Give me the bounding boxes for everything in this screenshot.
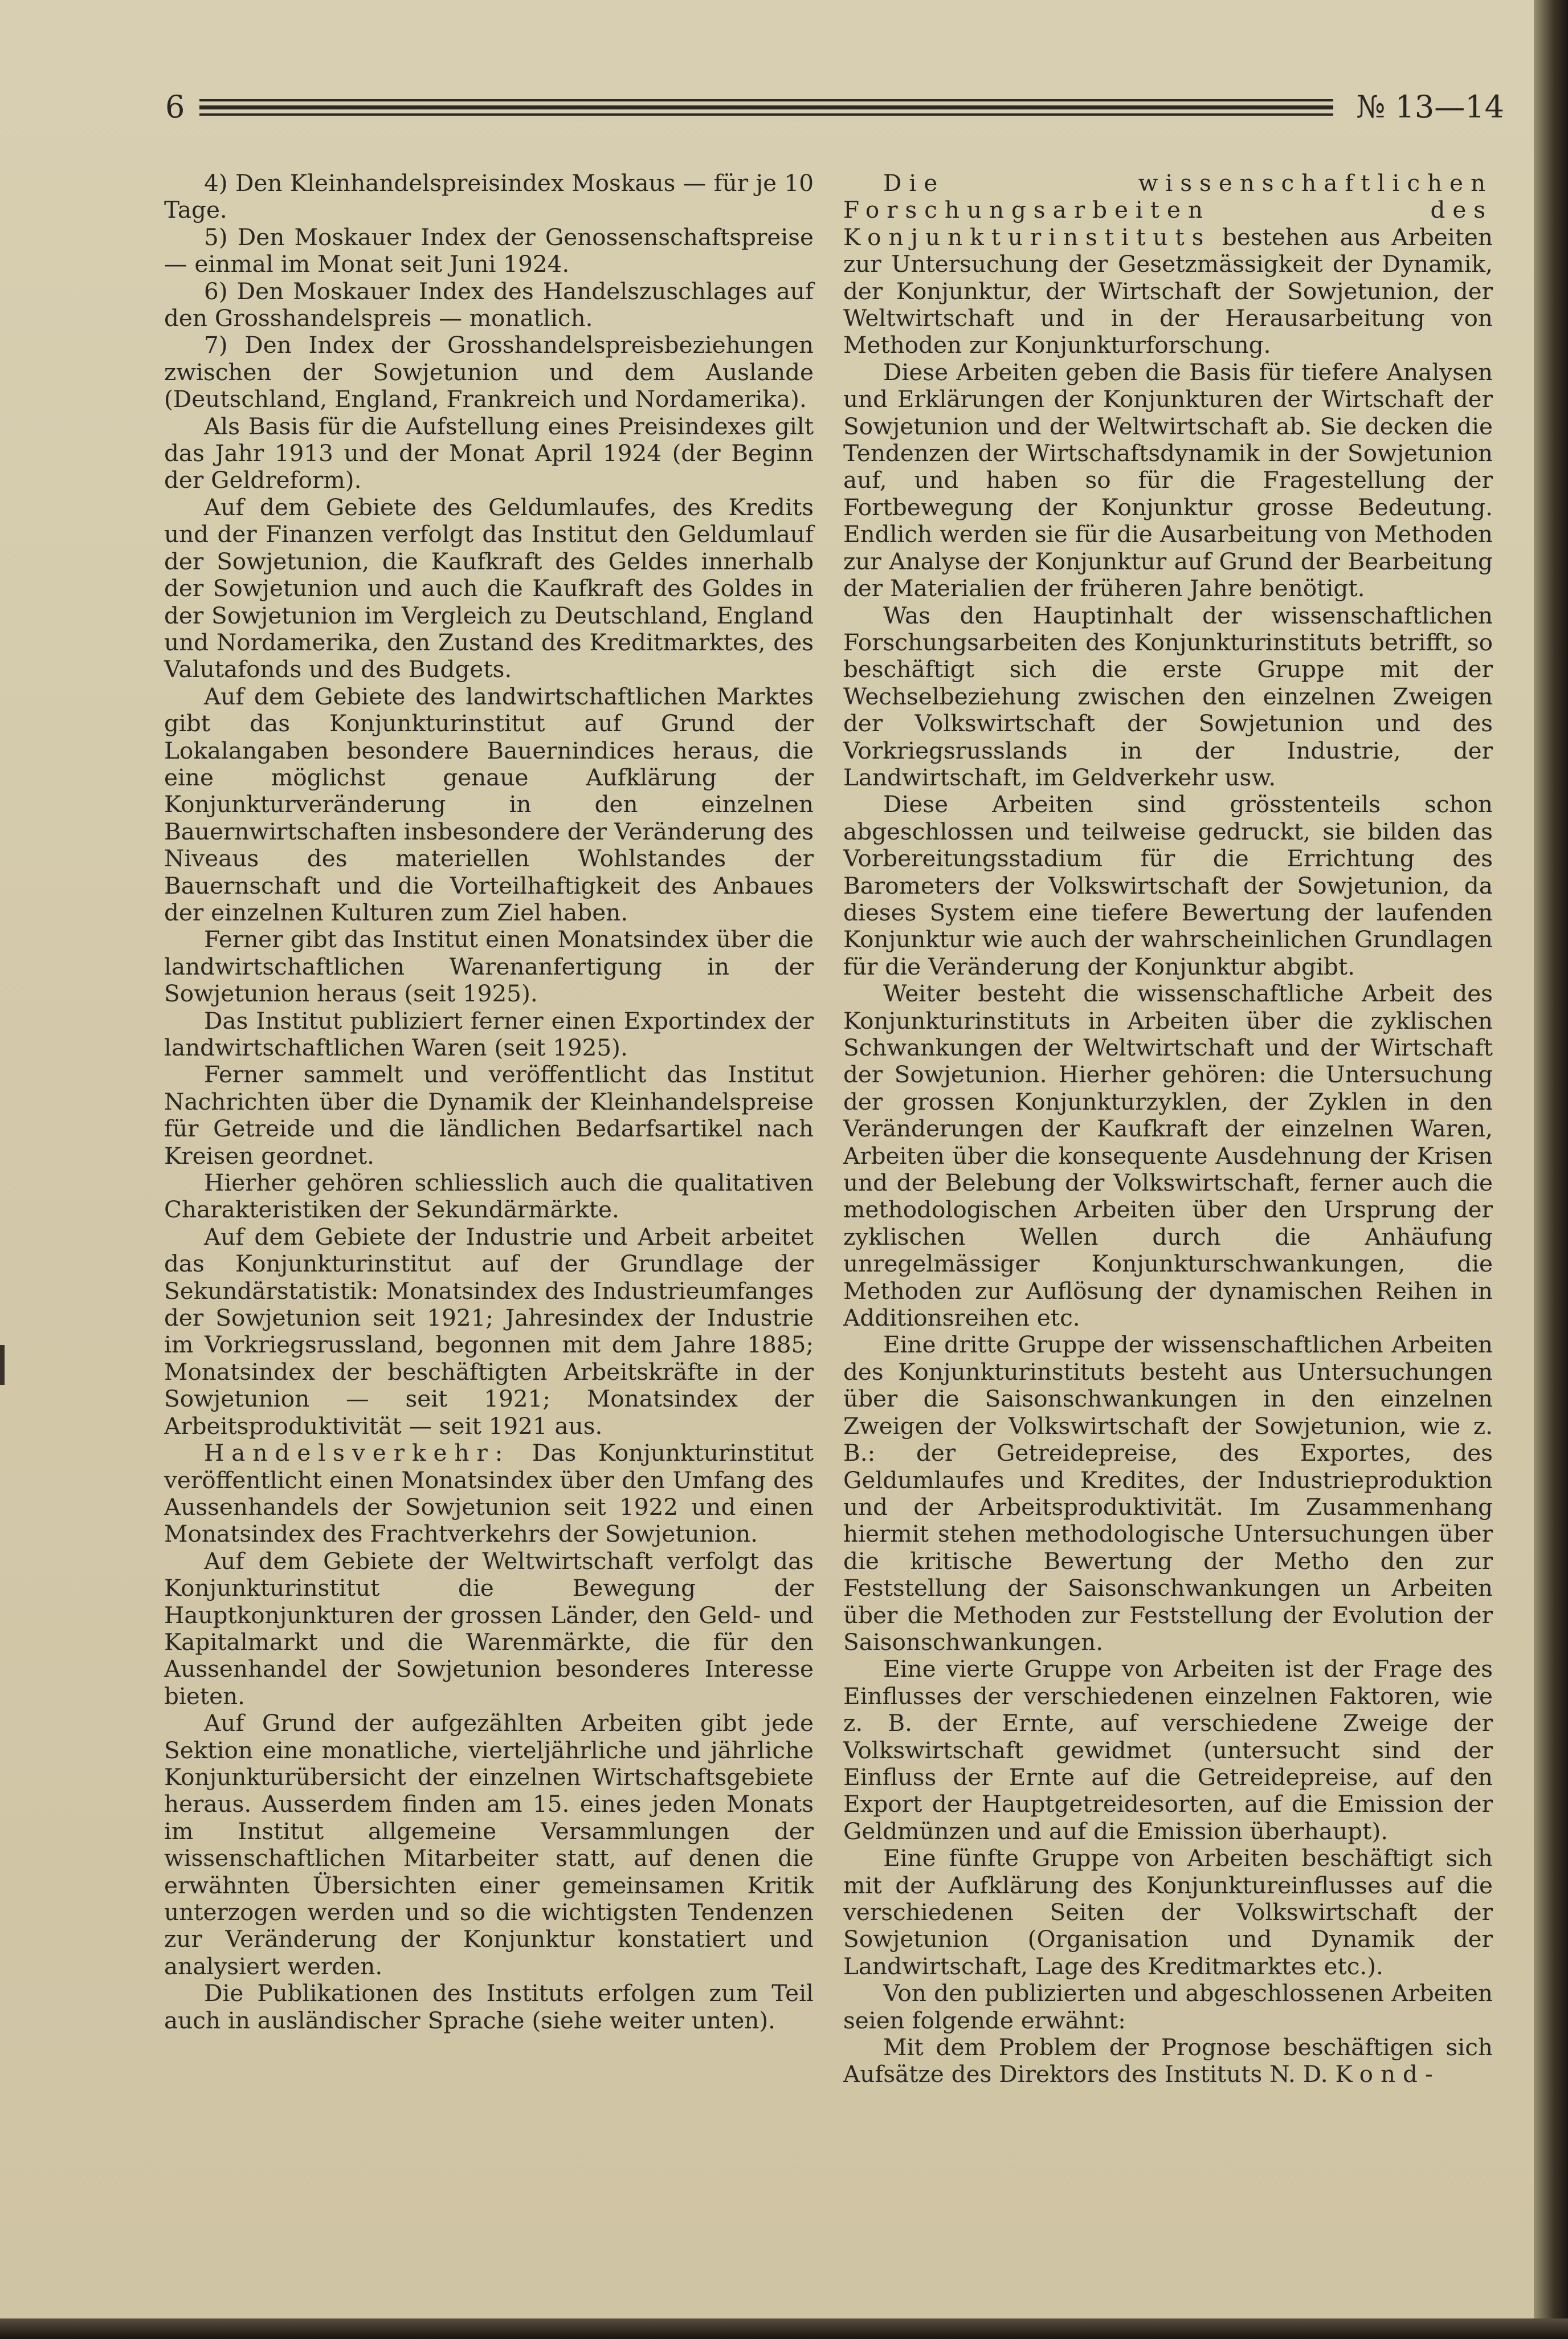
spaced-heading: Handelsverkehr: [204,1439,511,1467]
paragraph: Auf dem Gebiete des landwirtschaftlichen Marktes gibt das Konjunkturinstitut auf Grund der Lokalangaben besondere Bauernindices heraus, die eine möglichst genaue Aufklärung der Konjunkturveränderung in den einzelnen Bauernwirtschaften insbesondere der Veränderung des Niveaus des materiellen Wohlstandes der Bauernschaft und die Vorteilhaftigkeit des Anbaues der einzelnen Kulturen zum Ziel haben. [164,682,814,926]
paragraph: Eine dritte Gruppe der wissenschaftlichen Arbeiten des Konjunkturinstituts besteht aus Untersuchungen über die Saisonschwankungen in den einzelnen Zweigen der Volkswirtschaft der Sowjetunion, wie z. B.: der Getreidepreise, des Exportes, des Geldumlaufes und Kredites, der Industrieproduktion und der Arbeitsproduktivität. Im Zusammenhang hiermit stehen methodologische Untersuchungen über die kritische Bewertung der Metho den zur Feststellung der Saisonschwankungen un Arbeiten über die Methoden zur Feststellung der Evolution der Saisonschwankungen. [843,1331,1493,1656]
paragraph: Diese Arbeiten geben die Basis für tiefere Analysen und Erklärungen der Konjunkturen der Wirtschaft der Sowjetunion und der Weltwirtschaft ab. Sie decken die Tendenzen der Wirtschaftsdynamik in der Sowjetunion auf, und haben so für die Fragestellung der Fortbewegung der Konjunktur grosse Bedeutung. Endlich werden sie für die Ausarbeitung von Methoden zur Analyse der Konjunktur auf Grund der Bearbeitung der Materialien der früheren Jahre benötigt. [843,358,1493,602]
paragraph: Was den Hauptinhalt der wissenschaftlichen Forschungsarbeiten des Konjunkturinstituts betrifft, so beschäftigt sich die erste Gruppe mit der Wechselbeziehung zwischen den einzelnen Zweigen der Volkswirtschaft der Sowjetunion und des Vorkriegsrusslands in der Industrie, der Landwirtschaft, im Geldverkehr usw. [843,601,1493,791]
page-header [165,85,1504,137]
paragraph: Diese Arbeiten sind grösstenteils schon abgeschlossen und teilweise gedruckt, sie bilden das Vorbereitungsstadium für die Errichtung des Barometers der Volkswirtschaft der Sowjetunion, da dieses System eine tiefere Bewertung der laufenden Konjunktur wie auch der wahrscheinlichen Grundlagen für die Veränderung der Konjunktur abgibt. [843,790,1493,980]
paragraph-handelsverkehr [164,1440,814,1548]
paragraph: 4) Den Kleinhandelspreisindex Moskaus — für je 10 Tage. [164,169,814,224]
paragraph: Die Publikationen des Instituts erfolgen zum Teil auch in ausländischer Sprache (siehe weiter unten). [164,1979,814,2034]
paragraph: Ferner gibt das Institut einen Monatsindex über die landwirtschaftlichen Warenanfertigung in der Sowjetunion heraus (seit 1925). [164,926,814,1008]
paragraph: 6) Den Moskauer Index des Handelszuschlages auf den Grosshandelspreis — monatlich. [164,277,814,332]
right-column [843,170,1493,2088]
paragraph: Eine vierte Gruppe von Arbeiten ist der Frage des Einflusses der verschiedenen einzelnen Faktoren, wie z. B. der Ernte, auf verschiedene Zweige der Volkswirtschaft gewidmet (untersucht sind der Einfluss der Ernte auf die Getreidepreise, auf den Export der Hauptgetreidesorten, auf die Emission der Geldmünzen und auf die Emission überhaupt). [843,1655,1493,1845]
paragraph: Das Institut publiziert ferner einen Exportindex der landwirtschaftlichen Waren (seit 1925). [164,1006,814,1061]
paragraph-text: bestehen aus Arbeiten zur Untersuchung der Gesetzmässigkeit der Dynamik, der Konjunktur, der Wirtschaft der Sowjetunion, der Weltwirtschaft und in der Herausarbeitung von Methoden zur Konjunkturforschung. [843,223,1493,359]
paragraph-last [843,2034,1493,2088]
paragraph: Auf dem Gebiete der Weltwirtschaft verfolgt das Konjunkturinstitut die Bewegung der Hauptkonjunkturen der grossen Länder, den Geld- und Kapitalmarkt und die Warenmärkte, die für den Aussenhandel der Sowjetunion besonderes Interesse bieten. [164,1547,814,1710]
page-number: 6 [165,89,185,125]
paragraph: Auf Grund der aufgezählten Arbeiten gibt jede Sektion eine monatliche, vierteljährliche und jährliche Konjunkturübersicht der einzelnen Wirtschaftsgebiete heraus. Ausserdem finden am 15. eines jeden Monats im Institut allgemeine Versammlungen der wissenschaftlichen Mitarbeiter statt, auf denen die erwähnten Übersichten einer gemeinsamen Kritik unterzogen werden und so die wichtigsten Tendenzen zur Veränderung der Konjunktur konstatiert und analysiert werden. [164,1709,814,1980]
issue-number: № 13—14 [1356,89,1504,125]
paragraph: Hierher gehören schliesslich auch die qualitativen Charakteristiken der Sekundärmärkte. [164,1169,814,1224]
paragraph-text: Mit dem Problem der Prognose beschäftigen sich Aufsätze des Direktors des Instituts N. D. [843,2034,1493,2088]
page-bottom-shadow [0,2318,1568,2339]
paragraph: 5) Den Moskauer Index der Genossenschaftspreise — einmal im Monat seit Juni 1924. [164,223,814,278]
margin-mark [0,1345,5,1385]
spaced-heading: Die wissenschaftlichen Forschungsarbeiten des Konjunkturinstituts [843,169,1493,251]
paragraph: Auf dem Gebiete der Industrie und Arbeit arbeitet das Konjunkturinstitut auf der Grundlage der Sekundärstatistik: Monatsindex des Industrieumfanges der Sowjetunion seit 1921; Jahresindex der Industrie im Vorkriegsrussland, begonnen mit dem Jahre 1885; Monatsindex der beschäftigten Arbeitskräfte in der Sowjetunion — seit 1921; Monatsindex der Arbeitsproduktivität — seit 1921 aus. [164,1223,814,1440]
left-column [164,170,814,2034]
paragraph-text: Das Konjunkturinstitut veröffentlicht einen Monatsindex über den Umfang des Aussenhandels der Sowjetunion seit 1922 und einen Monatsindex des Frachtverkehrs der Sowjetunion. [164,1439,814,1548]
paragraph: 7) Den Index der Grosshandelspreisbeziehungen zwischen der Sowjetunion und dem Auslande (Deutschland, England, Frankreich und Nordamerika). [164,331,814,413]
paragraph: Weiter besteht die wissenschaftliche Arbeit des Konjunkturinstituts in Arbeiten über die zyklischen Schwankungen der Weltwirtschaft und der Wirtschaft der Sowjetunion. Hierher gehören: die Untersuchung der grossen Konjunkturzyklen, der Zyklen in den Veränderungen der Kaufkraft der einzelnen Waren, Arbeiten über die konsequente Ausdehnung der Krisen und der Belebung der Volkswirtschaft, ferner auch die methodologischen Arbeiten über den Ursprung der zyklischen Wellen durch die Anhäufung unregelmässiger Konjunkturschwankungen, die Methoden zur Auflösung der dynamischen Reihen in Additionsreihen etc. [843,980,1493,1332]
paragraph: Ferner sammelt und veröffentlicht das Institut Nachrichten über die Dynamik der Kleinhandelspreise für Getreide und die ländlichen Bedarfsartikel nach Kreisen geordnet. [164,1061,814,1170]
paragraph-forschungsarbeiten [843,170,1493,359]
header-rule [199,99,1333,119]
paragraph: Eine fünfte Gruppe von Arbeiten beschäftigt sich mit der Aufklärung des Konjunktureinflusses auf die verschiedenen Seiten der Volkswirtschaft der Sowjetunion (Organisation und Dynamik der Landwirtschaft, Lage des Kreditmarktes etc.). [843,1844,1493,1980]
page-edge-shadow [1534,0,1568,2339]
paragraph: Von den publizierten und abgeschlossenen Arbeiten seien folgende erwähnt: [843,1979,1493,2034]
paragraph: Auf dem Gebiete des Geldumlaufes, des Kredits und der Finanzen verfolgt das Institut den Geldumlauf der Sowjetunion, die Kaufkraft des Geldes innerhalb der Sowjetunion und auch die Kaufkraft des Goldes in der Sowjetunion im Vergleich zu Deutschland, England und Nordamerika, den Zustand des Kreditmarktes, des Valutafonds und des Budgets. [164,493,814,683]
spaced-name: Kond- [1335,2060,1440,2088]
paragraph: Als Basis für die Aufstellung eines Preisindexes gilt das Jahr 1913 und der Monat April 1924 (der Beginn der Geldreform). [164,412,814,494]
